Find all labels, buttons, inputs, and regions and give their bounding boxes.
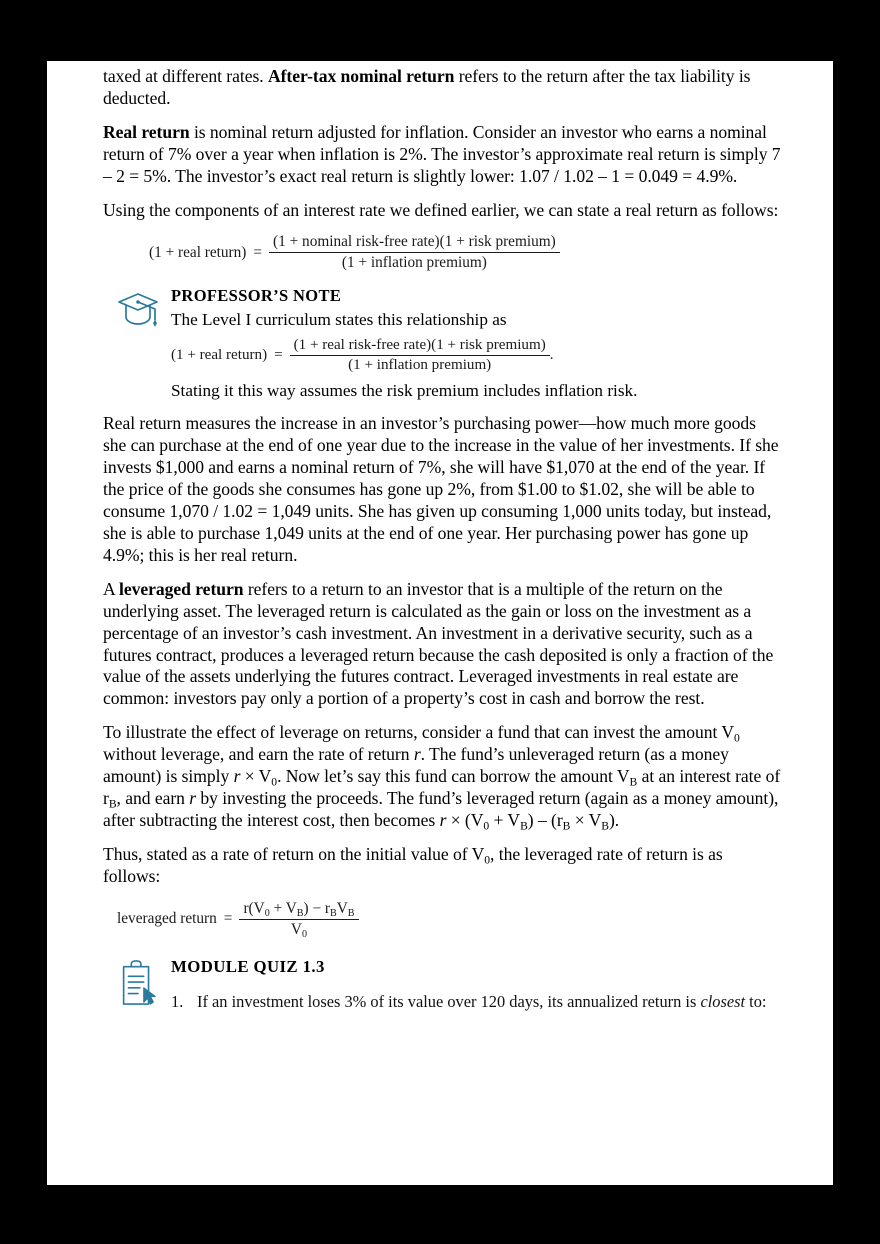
num-v: V (336, 899, 348, 917)
num-sub-zero: 0 (264, 907, 270, 919)
formula-professor-note (171, 337, 781, 374)
paragraph-text-cont: refers to the return after the tax liability is deducted. (103, 66, 751, 108)
sub-zero: 0 (484, 853, 491, 866)
formula-numerator: (1 + real risk-free rate)(1 + risk premium) (293, 336, 546, 353)
formula-real-return (149, 233, 781, 272)
num-sub-b1: B (296, 907, 304, 919)
text-seg-c: . The fund’s unleveraged return (as a money amount) is simply (103, 744, 729, 787)
term-real-return: Real return (103, 121, 190, 142)
paragraph-thus-rate-of-return (103, 844, 781, 888)
paragraph-lead: A (103, 578, 120, 599)
formula-fraction (290, 337, 550, 374)
text-seg-f: at an interest rate of r (103, 766, 781, 808)
num-plus: + V (269, 899, 297, 917)
paragraph-text: is nominal return adjusted for inflation. Consider an investor who earns a nominal return of 7% over a year when inflation is 2%. The investor’s approximate real return is simply 7 – 2 = 5%. The investor’s exact real return is slightly lower: 1.07 / 1.02 – 1 = 0.049 = 4.9%. (103, 121, 781, 186)
quiz-question-item (171, 991, 781, 1012)
text-seg-a: Thus, stated as a rate of return on the initial value of V (103, 843, 485, 864)
paragraph-text: taxed at different rates. (103, 66, 268, 86)
formula-lhs: leveraged return (117, 910, 217, 928)
formula-denominator: (1 + inflation premium) (290, 355, 550, 374)
graduation-cap-icon (115, 288, 163, 332)
text-seg-m: × V (570, 809, 602, 830)
var-r-2: r (233, 766, 241, 787)
sub-b-3: B (520, 819, 528, 833)
text-seg-l: ) – (r (527, 809, 563, 830)
formula-denominator (239, 919, 358, 939)
formula-fraction (239, 900, 358, 939)
num-sub-b3: B (347, 907, 355, 919)
paragraph-purchasing-power: Real return measures the increase in an investor’s purchasing power—how much more goods she can purchase at the end of one year due to the increase in the value of her investments. If she invests $1,000 and earns a nominal return of 7%, she will have $1,070 at the end of the year. If the price of the goods she consumes has gone up 2%, from $1.00 to $1.02, she will be able to consume 1,070 / 1.02 = 1,049 units. She has given up consuming 1,000 units today, but instead, she is able to purchase 1,049 units at the end of one year. Her purchasing power has gone up 4.9%; this is her real return. (103, 413, 779, 565)
num-close: ) − r (303, 899, 330, 917)
paragraph-after-tax-nominal-return (103, 66, 781, 110)
professors-note-intro: The Level I curriculum states this relationship as (171, 310, 507, 330)
sub-zero-1: 0 (734, 731, 740, 745)
text-seg-d: × V (240, 766, 272, 787)
sub-b-1: B (629, 775, 638, 789)
paragraph-text: refers to a return to an investor that is a multiple of the return on the underlying asset. The leveraged return is calculated as the gain or loss on the investment as a percentage of an investor’s cash investment. An investment in a derivative security, such as a futures contract, produces a leveraged return because the cash deposited is only a fraction of the value of the assets underlying the futures contract. Leveraged investments in real estate are common: investors pay only a portion of a property’s cost in cash and borrow the rest. (103, 578, 774, 709)
var-r-1: r (413, 744, 421, 765)
num-sub-b2: B (330, 907, 337, 919)
professors-note-closing: Stating it this way assumes the risk premium includes inflation risk. (171, 380, 638, 400)
page-content (103, 66, 781, 1024)
paragraph-leveraged-return (103, 579, 781, 710)
formula-denominator: (1 + inflation premium) (269, 252, 560, 272)
formula-fraction (269, 233, 560, 272)
paragraph-real-return (103, 122, 781, 188)
formula-lhs: (1 + real return) (149, 243, 247, 261)
formula-numerator (239, 900, 358, 919)
quiz-item-number: 1. (171, 991, 184, 1011)
module-quiz-title: MODULE QUIZ 1.3 (171, 956, 325, 976)
paragraph-components-intro: Using the components of an interest rate we defined earlier, we can state a real return as follows: (103, 199, 779, 220)
formula-equals: = (253, 243, 263, 261)
professors-note-callout (103, 286, 781, 401)
sub-zero-2: 0 (271, 775, 278, 789)
text-seg-j: × (V (446, 809, 484, 830)
sub-zero-3: 0 (483, 819, 490, 833)
num-r: r (243, 899, 249, 917)
text-seg-a: To illustrate the effect of leverage on returns, consider a fund that can invest the amount V (103, 722, 735, 743)
module-quiz-list (171, 991, 781, 1012)
quiz-item-emphasis: closest (700, 991, 746, 1011)
term-after-tax-nominal-return: After-tax nominal return (267, 66, 455, 86)
text-seg-e: . Now let’s say this fund can borrow the amount V (277, 766, 630, 787)
quiz-item-text-b: to: (745, 991, 767, 1011)
sub-b-5: B (601, 819, 609, 833)
clipboard-checklist-icon (115, 959, 163, 1003)
formula-trailing-period: . (549, 346, 554, 363)
text-seg-n: ). (609, 809, 620, 830)
text-seg-b: without leverage, and earn the rate of return (103, 744, 414, 765)
quiz-item-text-a: If an investment loses 3% of its value over 120 days, its annualized return is (197, 991, 701, 1011)
formula-lhs: (1 + real return) (171, 346, 268, 363)
formula-numerator: (1 + nominal risk-free rate)(1 + risk premium) (273, 233, 556, 251)
formula-leveraged-return (117, 900, 781, 939)
formula-equals: = (274, 346, 283, 363)
paragraph-leverage-illustration (103, 722, 781, 832)
formula-equals: = (223, 910, 233, 928)
text-seg-g: , and earn (116, 787, 190, 808)
text-seg-b: , the leveraged rate of return is as follows: (103, 843, 723, 886)
sub-b-4: B (562, 819, 571, 833)
num-open: (V (248, 899, 265, 917)
den-sub-zero: 0 (301, 928, 308, 940)
text-seg-h: by investing the proceeds. The fund’s leveraged return (again as a money amount), after subtracting the interest cost, then becomes (103, 787, 779, 830)
text-seg-k: + V (489, 809, 521, 830)
term-leveraged-return: leveraged return (119, 578, 244, 599)
var-r-4: r (439, 809, 447, 830)
sub-b-2: B (108, 797, 117, 811)
professors-note-title: PROFESSOR’S NOTE (171, 286, 342, 306)
module-quiz-callout (103, 957, 781, 1012)
den-v: V (290, 920, 302, 938)
var-r-3: r (189, 787, 197, 808)
document-page (47, 61, 833, 1185)
